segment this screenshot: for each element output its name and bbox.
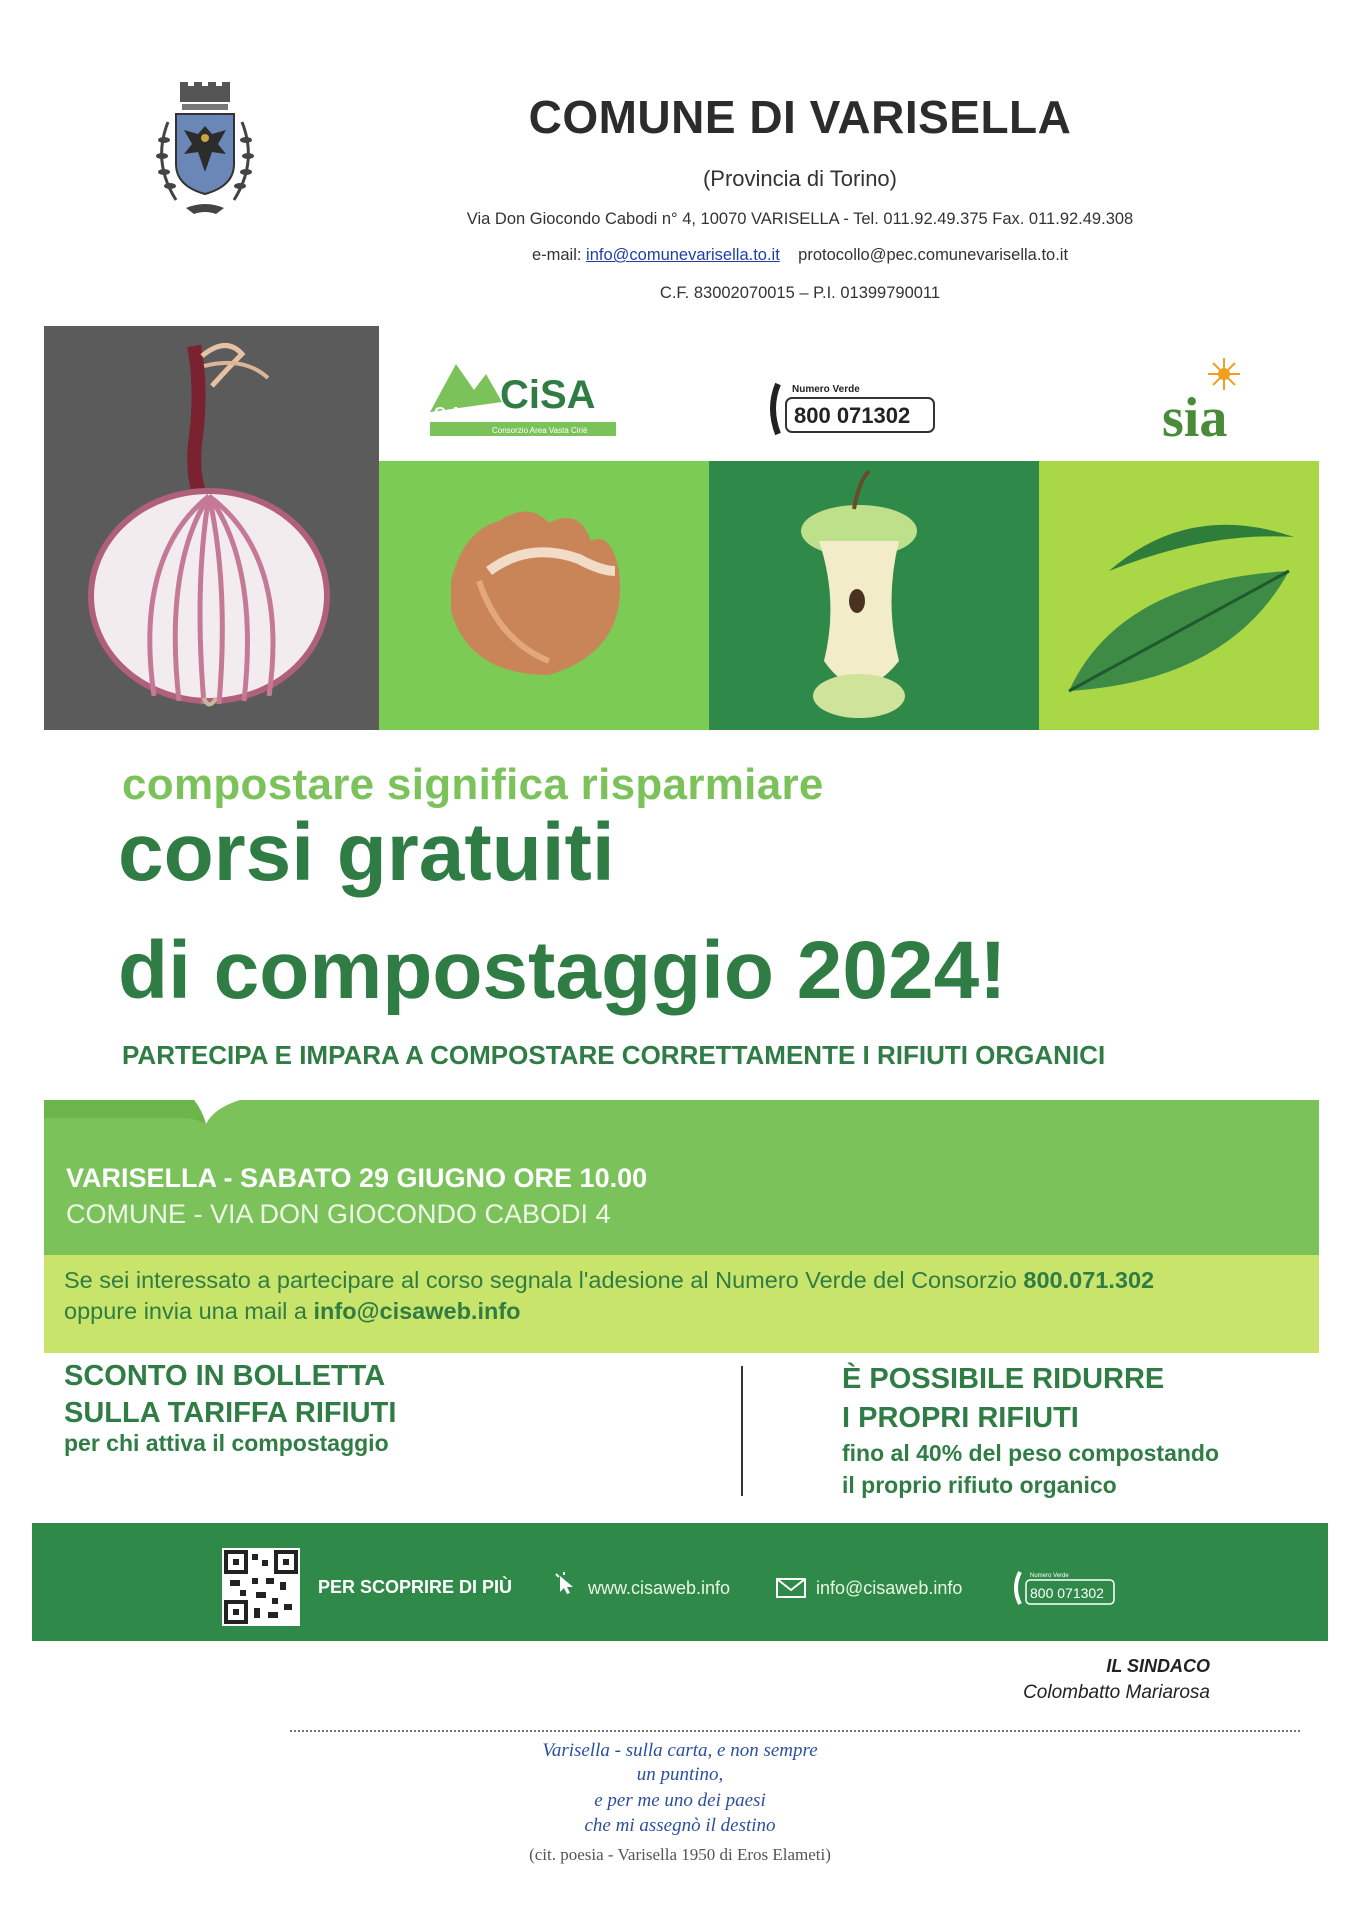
sia-name: sia bbox=[1162, 387, 1228, 444]
column-divider bbox=[741, 1366, 743, 1496]
cisa-prefix: C.A.V. bbox=[434, 405, 480, 422]
website-link[interactable]: www.cisaweb.info bbox=[588, 1578, 731, 1598]
more-info-label: PER SCOPRIRE DI PIÙ bbox=[318, 1577, 513, 1597]
comune-title: COMUNE DI VARISELLA bbox=[528, 91, 1072, 143]
onion-photo bbox=[44, 326, 379, 730]
benefit-discount-line1: SCONTO IN BOLLETTA bbox=[64, 1360, 386, 1392]
subtitle: PARTECIPA E IMPARA A COMPOSTARE CORRETTAMENTE I RIFIUTI ORGANICI bbox=[122, 1040, 1106, 1070]
fiscal-codes: C.F. 83002070015 – P.I. 01399790011 bbox=[659, 284, 941, 302]
email-label: e-mail: bbox=[531, 246, 582, 264]
benefit-reduce bbox=[842, 1360, 1164, 1438]
signup-phone: 800.071.302 bbox=[1023, 1267, 1155, 1293]
main-title-line1: corsi gratuiti bbox=[118, 807, 615, 898]
event-date: VARISELLA - SABATO 29 GIUGNO ORE 10.00 bbox=[66, 1163, 648, 1193]
benefit-reduce-note2: il proprio rifiuto organico bbox=[842, 1472, 1117, 1498]
cisa-logo bbox=[430, 356, 620, 438]
benefit-reduce-line1: È POSSIBILE RIDURRE bbox=[842, 1363, 1165, 1395]
email-line bbox=[300, 246, 1300, 265]
benefit-reduce-line2: I PROPRI RIFIUTI bbox=[842, 1402, 1079, 1434]
numero-verde-badge bbox=[1012, 1568, 1116, 1608]
numero-verde-label: Numero Verde bbox=[792, 384, 860, 395]
numero-verde-logo bbox=[766, 376, 940, 440]
signup-text-2: oppure invia una mail a bbox=[64, 1298, 314, 1324]
sia-logo bbox=[1160, 356, 1280, 444]
qr-code-icon[interactable] bbox=[222, 1548, 300, 1626]
signature-role: IL SINDACO bbox=[1106, 1656, 1210, 1676]
main-title-line2: di compostaggio 2024! bbox=[118, 925, 1007, 1016]
benefit-reduce-note1: fino al 40% del peso compostando bbox=[842, 1440, 1220, 1466]
benefit-discount bbox=[64, 1358, 396, 1432]
pec-address: protocollo@pec.comunevarisella.to.it bbox=[798, 246, 1069, 264]
tagline: compostare significa risparmiare bbox=[122, 760, 824, 809]
benefit-discount-note: per chi attiva il compostaggio bbox=[64, 1430, 389, 1456]
envelope-icon bbox=[776, 1578, 806, 1598]
apple-core-photo bbox=[709, 461, 1039, 730]
province-text: (Provincia di Torino) bbox=[702, 166, 897, 191]
cisa-subtitle: Consorzio Area Vasta Cirié bbox=[492, 426, 588, 435]
numero-verde-number: 800 071302 bbox=[794, 403, 911, 428]
event-location: COMUNE - VIA DON GIOCONDO CABODI 4 bbox=[66, 1199, 611, 1229]
leaves-photo bbox=[1039, 461, 1319, 730]
comune-crest-logo bbox=[146, 82, 264, 232]
signature-name: Colombatto Mariarosa bbox=[1023, 1682, 1210, 1703]
poem-line-4: che mi assegnò il destino bbox=[584, 1815, 776, 1836]
email-link[interactable]: info@cisaweb.info bbox=[816, 1578, 963, 1598]
poem-line-2: un puntino, bbox=[636, 1764, 724, 1785]
cisa-name: CiSA bbox=[500, 373, 596, 417]
benefit-discount-line2: SULLA TARIFFA RIFIUTI bbox=[64, 1397, 397, 1429]
bar-nv-label: Numero Verde bbox=[1030, 1573, 1069, 1579]
poem-citation: (cit. poesia - Varisella 1950 di Eros Elameti) bbox=[529, 1845, 831, 1864]
eggshell-photo bbox=[379, 461, 709, 730]
bar-nv-number: 800 071302 bbox=[1030, 1585, 1104, 1601]
address-line: Via Don Giocondo Cabodi n° 4, 10070 VARISELLA - Tel. 011.92.49.375 Fax. 011.92.49.308 bbox=[466, 210, 1134, 228]
comune-email-link[interactable]: info@comunevarisella.to.it bbox=[586, 246, 780, 264]
dotted-separator bbox=[290, 1730, 1300, 1732]
poem-line-1: Varisella - sulla carta, e non sempre bbox=[542, 1740, 818, 1761]
signup-email[interactable]: info@cisaweb.info bbox=[313, 1298, 521, 1324]
signup-info-text bbox=[64, 1265, 1304, 1327]
cursor-icon bbox=[554, 1572, 578, 1596]
poem-line-3: e per me uno dei paesi bbox=[594, 1790, 766, 1811]
benefit-reduce-note bbox=[842, 1437, 1219, 1501]
signup-text-1: Se sei interessato a partecipare al corso segnala l'adesione al Numero Verde del Consorzio bbox=[64, 1267, 1024, 1293]
